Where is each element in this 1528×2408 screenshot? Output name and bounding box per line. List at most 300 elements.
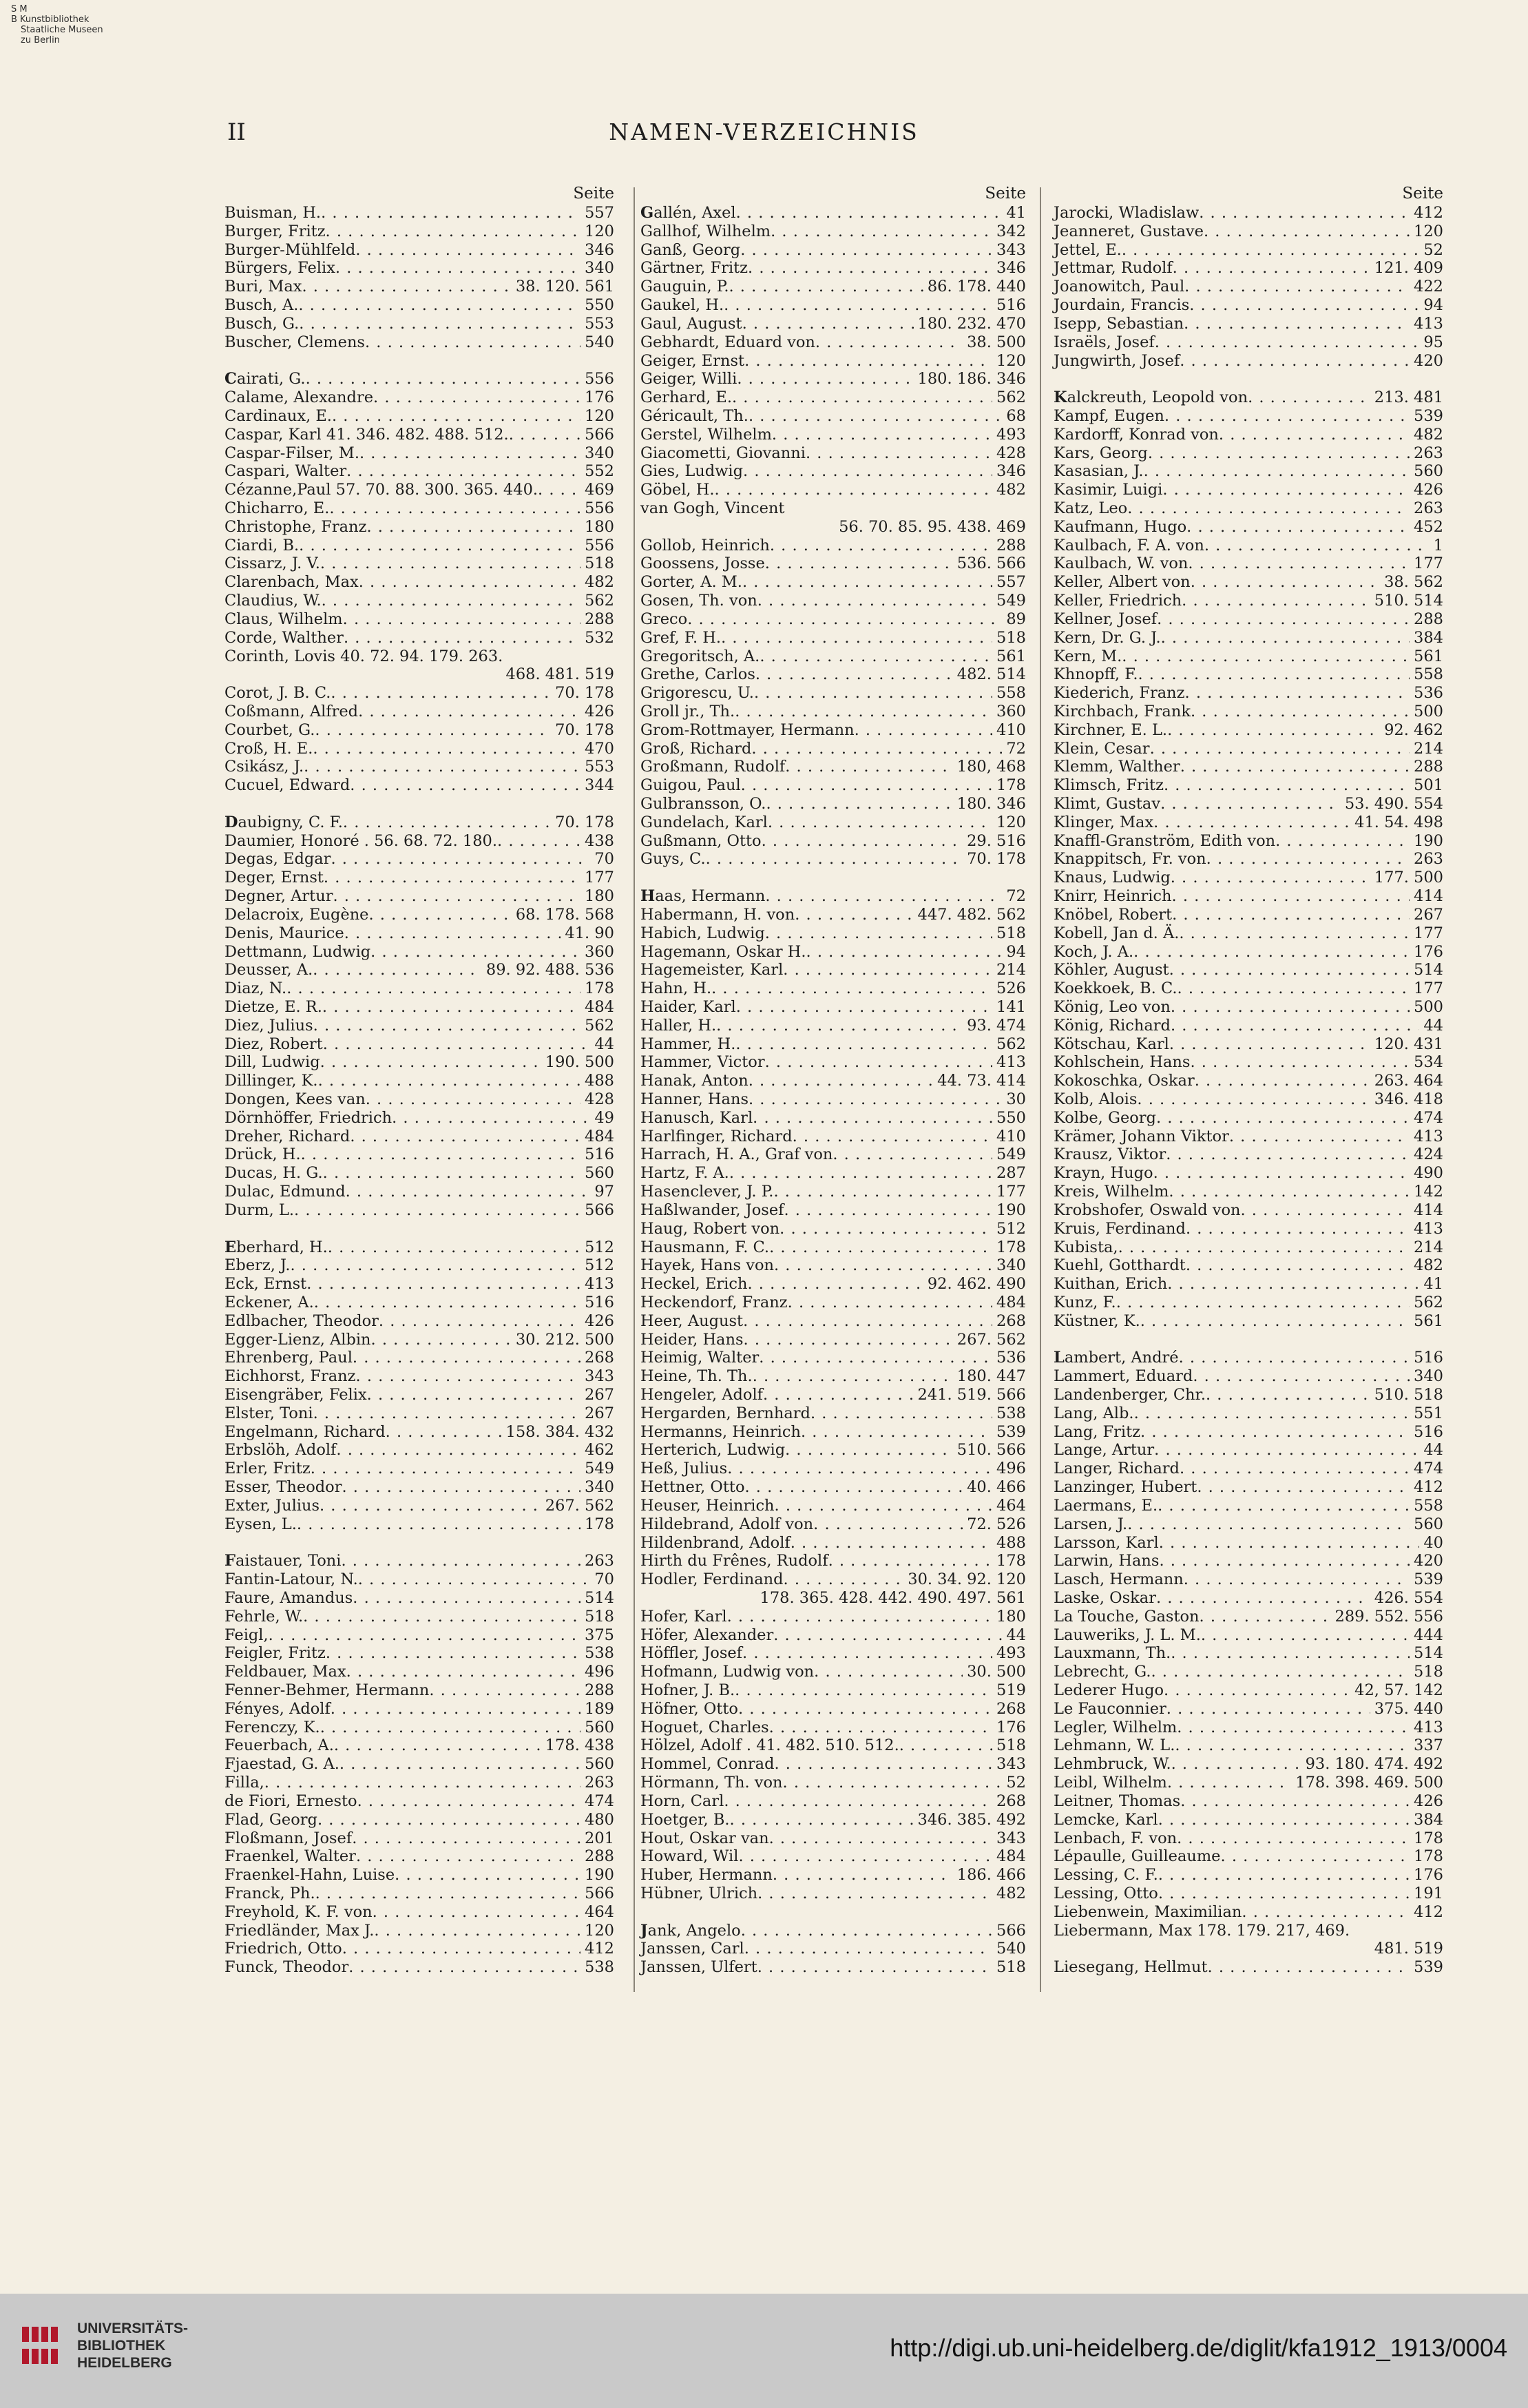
entry-pages: 561: [1414, 647, 1443, 665]
entry-pages: 562: [1414, 1293, 1443, 1311]
dot-leader: [1184, 278, 1410, 296]
dot-leader: [346, 1183, 591, 1201]
entry-pages: 501: [1414, 776, 1443, 795]
entry-pages: 120: [996, 351, 1026, 370]
entry-pages: 68: [1006, 406, 1026, 425]
index-entry: [640, 1829, 1026, 1848]
dot-leader: [323, 1164, 580, 1183]
dot-leader: [1206, 1386, 1370, 1404]
entry-name: de Fiori, Ernesto: [224, 1792, 357, 1810]
entry-pages: 41. 90: [565, 924, 614, 942]
dot-leader: [269, 1626, 580, 1645]
index-entry: [1054, 278, 1443, 296]
entry-name-rest: allén, Axel: [653, 204, 736, 222]
dot-leader: [1180, 1792, 1410, 1811]
entry-name: Groß, Richard: [640, 739, 752, 758]
entry-name: Eisengräber, Felix: [224, 1386, 367, 1404]
dot-leader: [749, 1072, 933, 1090]
entry-pages: 536: [1414, 684, 1443, 703]
dot-leader: [1153, 1164, 1410, 1183]
entry-name-rest: berhard, H.: [236, 1238, 328, 1256]
entry-name: Buscher, Clemens: [224, 333, 365, 351]
index-entry: [1054, 1441, 1443, 1460]
dot-leader: [762, 832, 963, 851]
index-entry: [1054, 887, 1443, 906]
index-entry: [1054, 388, 1443, 407]
letter-group-gap: [224, 352, 614, 371]
entry-pages: 514: [585, 1588, 614, 1607]
dot-leader: [320, 554, 580, 573]
entry-pages: 214: [1414, 1238, 1443, 1256]
entry-name: Kobell, Jan d. Ä.: [1054, 924, 1180, 942]
index-entry: [640, 998, 1026, 1017]
entry-name: Cézanne,Paul 57. 70. 88. 300. 365. 440.: [224, 481, 538, 499]
entry-name: Leitner, Thomas: [1054, 1792, 1181, 1810]
index-entry: [1054, 850, 1443, 869]
entry-name: Lang, Alb.: [1054, 1404, 1134, 1422]
dot-leader: [373, 1903, 580, 1922]
index-entry: [1054, 703, 1443, 721]
dot-leader: [1204, 222, 1410, 241]
index-entry: [224, 1128, 614, 1146]
dot-leader: [1175, 1736, 1410, 1755]
entry-pages: 514: [1414, 1644, 1443, 1663]
entry-pages: 428: [585, 1090, 614, 1108]
index-entry: [224, 1349, 614, 1367]
entry-name: Floßmann, Josef: [224, 1829, 353, 1847]
entry-continuation: 468. 481. 519: [505, 665, 614, 684]
entry-pages: 484: [996, 1847, 1026, 1866]
index-entry: [640, 1367, 1026, 1386]
entry-name: Lange, Artur: [1054, 1441, 1155, 1460]
entry-pages: 263. 464: [1374, 1072, 1443, 1090]
entry-name: Daumier, Honoré . 56. 68. 72. 180.: [224, 831, 498, 850]
index-entry: [640, 1552, 1026, 1570]
dot-leader: [735, 1035, 992, 1054]
entry-name: Haug, Robert von: [640, 1219, 780, 1238]
index-entry: [1054, 462, 1443, 481]
entry-pages: 178: [996, 776, 1026, 795]
stamp-line: Staatliche Museen: [21, 25, 103, 35]
entry-name-rest: aubigny, C. F.: [238, 813, 343, 831]
dot-leader: [313, 961, 482, 979]
index-column-3: [1054, 183, 1443, 1977]
entry-pages: 178: [585, 1515, 614, 1533]
entry-pages: 420: [1414, 1552, 1443, 1570]
entry-pages: 540: [996, 1940, 1026, 1958]
entry-name: Courbet, G.: [224, 720, 315, 739]
entry-name: Friedländer, Max J.: [224, 1921, 375, 1940]
seite-label: Seite: [985, 185, 1026, 203]
index-entry: [640, 462, 1026, 481]
index-entry: [1054, 537, 1443, 555]
entry-name: Kirchbach, Frank: [1054, 702, 1191, 720]
entry-name: Fraenkel, Walter: [224, 1847, 356, 1866]
entry-pages: 551: [1414, 1404, 1443, 1422]
dot-leader: [1116, 1294, 1410, 1312]
index-entry: [640, 1663, 1026, 1681]
dot-leader: [355, 241, 580, 260]
dot-leader: [765, 924, 992, 943]
entry-pages: 426: [1414, 1792, 1443, 1810]
index-entry: [224, 629, 614, 647]
logo-line: UNIVERSITÄTS-: [77, 2321, 189, 2336]
index-entry: [640, 333, 1026, 352]
entry-pages: 337: [1414, 1736, 1443, 1755]
index-entry: [224, 241, 614, 260]
entry-pages: 44. 73. 414: [937, 1072, 1026, 1090]
entry-pages: 556: [585, 536, 614, 554]
dot-leader: [855, 721, 992, 740]
entry-name: Klimt, Gustav: [1054, 795, 1161, 813]
entry-pages: 557: [585, 204, 614, 222]
entry-name: Franck, Ph.: [224, 1884, 315, 1902]
index-entry: [640, 370, 1026, 388]
index-entry: [1054, 1885, 1443, 1903]
dot-leader: [331, 850, 590, 869]
entry-name: Engelmann, Richard: [224, 1422, 386, 1441]
entry-name: Degner, Artur: [224, 887, 333, 906]
entry-pages: 420: [1414, 351, 1443, 370]
index-entry: [1054, 629, 1443, 647]
entry-pages: 518: [996, 1958, 1026, 1977]
index-entry: [640, 204, 1026, 222]
index-entry: [224, 703, 614, 721]
entry-name: Faure, Amandus: [224, 1588, 353, 1607]
dot-leader: [769, 1238, 992, 1257]
dot-leader: [791, 1534, 992, 1553]
dot-leader: [774, 1256, 992, 1275]
entry-name: Hettner, Otto: [640, 1478, 745, 1497]
entry-pages: 158. 384. 432: [505, 1422, 614, 1441]
dot-leader: [1184, 1570, 1410, 1589]
dot-leader: [749, 407, 1002, 426]
index-entry: [640, 1164, 1026, 1183]
index-entry: [640, 573, 1026, 592]
entry-pages: 414: [1414, 887, 1443, 906]
entry-pages: 72: [1006, 739, 1026, 758]
dot-leader: [320, 1719, 580, 1737]
index-entry: [640, 278, 1026, 296]
entry-continuation: 481. 519: [1374, 1940, 1443, 1958]
index-entry: [640, 1792, 1026, 1811]
index-entry: [1054, 1109, 1443, 1128]
dot-leader: [1180, 758, 1410, 776]
entry-name: Großmann, Rudolf: [640, 758, 786, 776]
entry-name: Kern, M.: [1054, 647, 1122, 665]
entry-name: Dreher, Richard: [224, 1127, 350, 1145]
entry-name: Kellner, Josef: [1054, 610, 1158, 628]
index-entry: [1054, 1460, 1443, 1478]
dot-leader: [350, 1128, 580, 1146]
entry-pages: 410: [996, 720, 1026, 739]
dot-leader: [344, 924, 561, 943]
dot-leader: [1157, 610, 1410, 629]
index-entry: [1054, 222, 1443, 241]
index-entry: [224, 1570, 614, 1589]
dot-leader: [359, 444, 580, 463]
index-entry: [224, 850, 614, 869]
index-entry: [224, 776, 614, 795]
dot-leader: [1127, 1515, 1410, 1534]
entry-pages: 536. 566: [956, 554, 1026, 573]
index-entry: [224, 259, 614, 278]
entry-name: Egger-Lienz, Albin: [224, 1330, 371, 1349]
entry-name: Hommel, Conrad: [640, 1755, 775, 1774]
entry-pages: 190. 500: [545, 1053, 614, 1072]
entry-pages: 412: [1414, 204, 1443, 222]
dot-leader: [757, 1885, 992, 1903]
letter-group-gap: [1054, 1331, 1443, 1349]
entry-name: Deger, Ernst: [224, 869, 324, 887]
index-entry: [1054, 1220, 1443, 1238]
entry-pages: 562: [585, 1016, 614, 1035]
index-entry: [224, 1811, 614, 1829]
index-entry: [1054, 1053, 1443, 1072]
dot-leader: [788, 1294, 992, 1312]
dot-leader: [392, 1109, 590, 1128]
entry-pages: 346. 418: [1374, 1090, 1443, 1108]
entry-name: Csikász, J.: [224, 758, 304, 776]
dot-leader: [1171, 998, 1410, 1017]
entry-pages: 93. 474: [967, 1016, 1026, 1035]
entry-pages: 340: [1414, 1367, 1443, 1386]
dot-leader: [1171, 1644, 1410, 1663]
entry-name: Knaus, Ludwig: [1054, 869, 1171, 887]
dot-leader: [833, 1145, 992, 1164]
entry-pages: 268: [996, 1699, 1026, 1718]
entry-pages: 29. 516: [967, 831, 1026, 850]
entry-pages: 186. 466: [956, 1866, 1026, 1885]
index-entry: [224, 296, 614, 315]
dot-leader: [1208, 1958, 1410, 1977]
seite-label: Seite: [1402, 185, 1443, 203]
entry-name: Buisman, H.: [224, 204, 322, 222]
entry-name: Cissarz, J. V.: [224, 554, 320, 573]
entry-pages: 539: [1414, 1958, 1443, 1977]
entry-pages: 480: [585, 1810, 614, 1829]
dot-leader: [735, 1681, 992, 1700]
entry-name: Jungwirth, Josef: [1054, 351, 1180, 370]
entry-pages: 121. 409: [1374, 259, 1443, 278]
entry-name: Edlbacher, Theodor: [224, 1311, 379, 1330]
dot-leader: [1229, 1128, 1410, 1146]
entry-pages: 41: [1006, 204, 1026, 222]
source-url[interactable]: http://digi.ub.uni-heidelberg.de/diglit/kfa1912_1913/0004: [890, 2334, 1507, 2362]
entry-name: Herterich, Ludwig: [640, 1441, 786, 1460]
entry-pages: 549: [996, 592, 1026, 610]
entry-name: [1054, 388, 1248, 407]
index-entry: [640, 1958, 1026, 1977]
dot-leader: [395, 1866, 580, 1885]
dot-leader: [1155, 333, 1420, 352]
index-entry: [224, 333, 614, 352]
index-entry: [1054, 1792, 1443, 1811]
dot-leader: [742, 1644, 992, 1663]
index-entry: [1054, 426, 1443, 444]
entry-name: Koekkoek, B. C.: [1054, 979, 1178, 998]
dot-leader: [323, 1035, 591, 1054]
entry-pages: 214: [996, 961, 1026, 979]
entry-pages: 177: [996, 1183, 1026, 1201]
index-entry: [640, 1238, 1026, 1257]
dot-leader: [538, 481, 580, 499]
entry-name: Kern, Dr. G. J.: [1054, 628, 1161, 647]
entry-name: Croß, H. E.: [224, 739, 313, 758]
entry-pages: 68. 178. 568: [515, 905, 614, 924]
entry-name: Kaulbach, F. A. von: [1054, 536, 1204, 554]
entry-name: Heckendorf, Franz: [640, 1293, 788, 1311]
dot-leader: [1195, 1072, 1370, 1090]
dot-leader: [1138, 665, 1410, 684]
entry-pages: 346. 385. 492: [917, 1810, 1026, 1829]
dot-leader: [1275, 832, 1410, 851]
entry-name: Hammer, Victor: [640, 1053, 765, 1072]
entry-pages: 561: [1414, 1311, 1443, 1330]
dot-leader: [757, 592, 992, 610]
index-entry: [640, 1275, 1026, 1294]
dot-leader: [748, 259, 992, 278]
index-entry: [1054, 1755, 1443, 1774]
entry-pages: 447. 482. 562: [917, 905, 1026, 924]
index-entry: [640, 315, 1026, 333]
index-entry: [224, 315, 614, 333]
index-entry: [1054, 1608, 1443, 1626]
dot-leader: [801, 1423, 992, 1442]
dot-leader: [357, 1792, 580, 1811]
entry-name: La Touche, Gaston: [1054, 1607, 1200, 1626]
entry-name: Hofmann, Ludwig von: [640, 1663, 815, 1681]
entry-name: Knöbel, Robert: [1054, 905, 1173, 924]
entry-pages: 120. 431: [1374, 1035, 1443, 1053]
entry-pages: 536: [996, 1349, 1026, 1367]
index-entry: [640, 924, 1026, 943]
index-entry: [224, 204, 614, 222]
index-entry: [1054, 610, 1443, 629]
entry-name: Gosen, Th. von: [640, 592, 757, 610]
entry-pages: 360: [996, 702, 1026, 720]
dot-leader: [1186, 1220, 1410, 1238]
dot-leader: [769, 1829, 992, 1848]
index-entry: [224, 1792, 614, 1811]
entry-pages: 241. 519. 566: [917, 1386, 1026, 1404]
entry-pages: 190: [1414, 831, 1443, 850]
entry-pages: 201: [585, 1829, 614, 1847]
entry-name: Kasimir, Luigi: [1054, 481, 1163, 499]
entry-pages: 263: [585, 1552, 614, 1570]
index-entry: [1054, 407, 1443, 426]
dot-leader: [769, 1719, 992, 1737]
entry-name: Hagemann, Oskar H.: [640, 942, 806, 961]
entry-pages: 176: [1414, 1866, 1443, 1885]
entry-pages: 70. 178: [555, 813, 614, 831]
entry-name: Heine, Th. Th.: [640, 1367, 753, 1386]
index-entry: [224, 887, 614, 906]
index-entry: [1054, 518, 1443, 537]
index-entry: [1054, 1497, 1443, 1515]
entry-name: Koch, J. A.: [1054, 942, 1134, 961]
index-entry: [640, 1109, 1026, 1128]
entry-pages: 263: [585, 1774, 614, 1792]
entry-name: Hübner, Ulrich: [640, 1884, 758, 1902]
index-entry: [224, 906, 614, 924]
index-entry: [224, 1589, 614, 1608]
entry-name: Fényes, Adolf: [224, 1699, 331, 1718]
index-entry: [640, 1922, 1026, 1940]
entry-name: Durm, L.: [224, 1201, 295, 1219]
entry-pages: 343: [996, 1829, 1026, 1847]
entry-pages: 532: [585, 628, 614, 647]
dot-leader: [336, 1441, 580, 1460]
index-entry: [1054, 499, 1443, 518]
entry-name: Kirchner, E. L.: [1054, 720, 1168, 739]
entry-name: Dettmann, Ludwig: [224, 942, 371, 961]
entry-name: Bürgers, Felix: [224, 259, 335, 278]
entry-pages: 562: [996, 1035, 1026, 1053]
entry-name: Larwin, Hans: [1054, 1552, 1160, 1570]
seite-label: Seite: [573, 185, 614, 203]
index-entry: [224, 610, 614, 629]
stamp-line: S M: [11, 4, 28, 14]
entry-name: Hörmann, Th. von: [640, 1774, 783, 1792]
index-entry: [224, 1719, 614, 1737]
index-entry: [1054, 979, 1443, 998]
dot-leader: [301, 1145, 580, 1164]
entry-name: Christophe, Franz: [224, 517, 367, 536]
entry-name: Larsson, Karl: [1054, 1533, 1159, 1552]
entry-pages: 340: [585, 1478, 614, 1497]
index-entry: [224, 1940, 614, 1958]
index-entry: [1054, 1201, 1443, 1220]
dot-leader: [509, 426, 580, 444]
entry-name: Busch, A.: [224, 296, 299, 315]
index-entry: [640, 1441, 1026, 1460]
dot-leader: [773, 1866, 953, 1885]
dot-leader: [1177, 1829, 1410, 1848]
entry-name: Lammert, Eduard: [1054, 1367, 1193, 1386]
index-entry: [1054, 592, 1443, 610]
dot-leader: [724, 296, 992, 315]
dot-leader: [1172, 887, 1410, 906]
entry-pages: 94: [1423, 296, 1443, 315]
dot-leader: [1197, 1478, 1410, 1497]
index-entry: [1054, 1847, 1443, 1866]
entry-initial: C: [224, 370, 237, 388]
index-entry: [224, 1847, 614, 1866]
index-entry: [224, 537, 614, 555]
entry-pages: 470: [585, 739, 614, 758]
entry-pages: 428: [996, 444, 1026, 462]
entry-pages: 414: [1414, 1201, 1443, 1219]
dot-leader: [813, 1515, 963, 1534]
index-entry: [1054, 776, 1443, 795]
entry-name: Heer, August: [640, 1311, 744, 1330]
entry-name: Israëls, Josef: [1054, 333, 1155, 351]
index-entry: [1054, 444, 1443, 463]
entry-name: Burger, Fritz: [224, 222, 326, 240]
dot-leader: [333, 887, 580, 906]
entry-name: Gregoritsch, A.: [640, 647, 760, 665]
entry-name: Jettel, E.: [1054, 240, 1122, 259]
entry-pages: 70. 178: [555, 720, 614, 739]
entry-pages: 176: [1414, 942, 1443, 961]
library-stamp: [11, 4, 128, 45]
entry-pages: 482: [996, 1884, 1026, 1902]
entry-pages: 180. 346: [956, 795, 1026, 813]
entry-name: Deusser, A.: [224, 961, 313, 979]
entry-pages: 268: [996, 1792, 1026, 1810]
entry-name: Dulac, Edmund: [224, 1183, 346, 1201]
